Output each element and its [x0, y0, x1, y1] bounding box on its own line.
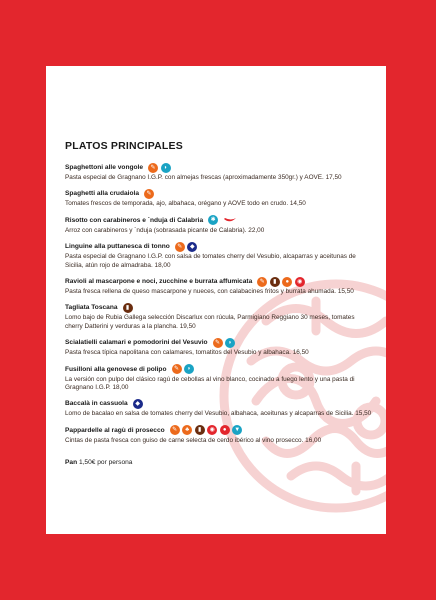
milk-icon: ▮ — [123, 303, 133, 313]
menu-item — [65, 364, 372, 393]
bread-price: 1,50€ por persona — [78, 459, 133, 467]
gluten-icon: ✎ — [144, 189, 154, 199]
dish-description: Pasta especial de Gragnano I.G.P. con almejas frescas (aproximadamente 350gr.) y AOVE. 17,50 — [65, 174, 342, 181]
dish-description: Pasta fresca típica napolitana con calamares, tomatitos del Vesubio y albahaca. 16,50 — [65, 349, 309, 357]
gluten-icon: ✎ — [257, 277, 267, 287]
section-title: PLATOS PRINCIPALES — [65, 140, 183, 152]
gluten-icon: ✎ — [172, 364, 182, 374]
shellfish-icon: ◗ — [225, 338, 235, 348]
shellfish-icon: ◗ — [161, 163, 171, 173]
milk-icon: ▮ — [195, 425, 205, 435]
dish-name: Tagliata Toscana — [65, 304, 118, 312]
menu-item — [65, 215, 372, 235]
shellfish-icon: ◗ — [184, 364, 194, 374]
sulphites-icon: ◉ — [207, 425, 217, 435]
dish-name: Scialatielli calamari e pomodorini del Vesuvio — [65, 339, 208, 347]
gluten-icon: ✎ — [148, 163, 158, 173]
gluten-icon: ✎ — [170, 425, 180, 435]
egg-icon: ◉ — [295, 277, 305, 287]
gluten-icon: ✎ — [175, 242, 185, 252]
fish-icon: ◆ — [187, 242, 197, 252]
dish-name: Pappardelle al ragù di prosecco — [65, 426, 165, 434]
dish-description: La versión con pulpo del clásico ragú de cebollas al vino blanco, cocinado a fuego lento y una pasta di Gragnano I.G.P. 18,00 — [65, 375, 355, 392]
dish-name: Ravioli al mascarpone e noci, zucchine e burrata affumicata — [65, 278, 253, 286]
dish-name: Spaghetti alla crudaiola — [65, 190, 140, 198]
dish-name: Fusilloni alla genovese di polipo — [65, 365, 167, 373]
menu-content — [65, 140, 372, 466]
menu-item — [65, 337, 372, 357]
dish-description: Arroz con carabineros y ´nduja (sobrasada picante de Calabria). 22,00 — [65, 226, 265, 234]
menu-item — [65, 276, 372, 296]
dish-name: Risotto con carabineros e ´nduja di Calabria — [65, 216, 204, 224]
dish-name: Linguine alla puttanesca di tonno — [65, 243, 170, 251]
fish-icon: ◆ — [133, 399, 143, 409]
dish-description: Lomo bajo de Rubia Gallega selección Discarlux con rúcula, Parmigiano Reggiano 30 meses, tomates cherry Datterini y verduras a la plancha. 19,50 — [65, 314, 355, 330]
dish-description: Cintas de pasta fresca con guiso de carne selecta de cerdo ibérico al vino prosecco. 16,00 — [65, 436, 322, 444]
dish-name: Spaghettoni alle vongole — [65, 164, 144, 171]
chili-icon — [223, 217, 237, 223]
mustard-icon: ▼ — [232, 425, 242, 435]
menu-item — [65, 398, 372, 418]
menu-item — [65, 241, 372, 270]
menu-item — [65, 162, 372, 182]
gluten-icon: ✎ — [213, 338, 223, 348]
celery-icon: ♣ — [182, 425, 192, 435]
nuts-icon: ● — [282, 277, 292, 287]
egg-icon: ● — [220, 425, 230, 435]
menu-item — [65, 302, 372, 331]
menu-item — [65, 188, 372, 208]
crustacean-icon: ✱ — [208, 215, 218, 225]
dish-description: Pasta fresca rellena de queso mascarpone y nueces, con calabacines fritos y burrata ahumada. 15,50 — [65, 288, 354, 296]
bread-label: Pan — [65, 459, 78, 467]
dish-description: Tomates frescos de temporada, ajo, albahaca, orégano y AOVE todo en crudo. 14,50 — [65, 200, 306, 208]
dish-name: Baccalà in cassuola — [65, 400, 128, 408]
bread-note — [65, 459, 372, 466]
milk-icon: ▮ — [270, 277, 280, 287]
menu-page — [46, 66, 386, 534]
dish-description: Lomo de bacalao en salsa de tomates cherry del Vesubio, albahaca, aceitunas y alcaparras de Sicilia. 15,50 — [65, 410, 372, 418]
dish-description: Pasta especial de Gragnano I.G.P. con salsa de tomates cherry del Vesubio, alcaparras y aceitunas de Sicilia, atún rojo de almadraba. 18,00 — [65, 253, 356, 269]
menu-item — [65, 425, 372, 445]
